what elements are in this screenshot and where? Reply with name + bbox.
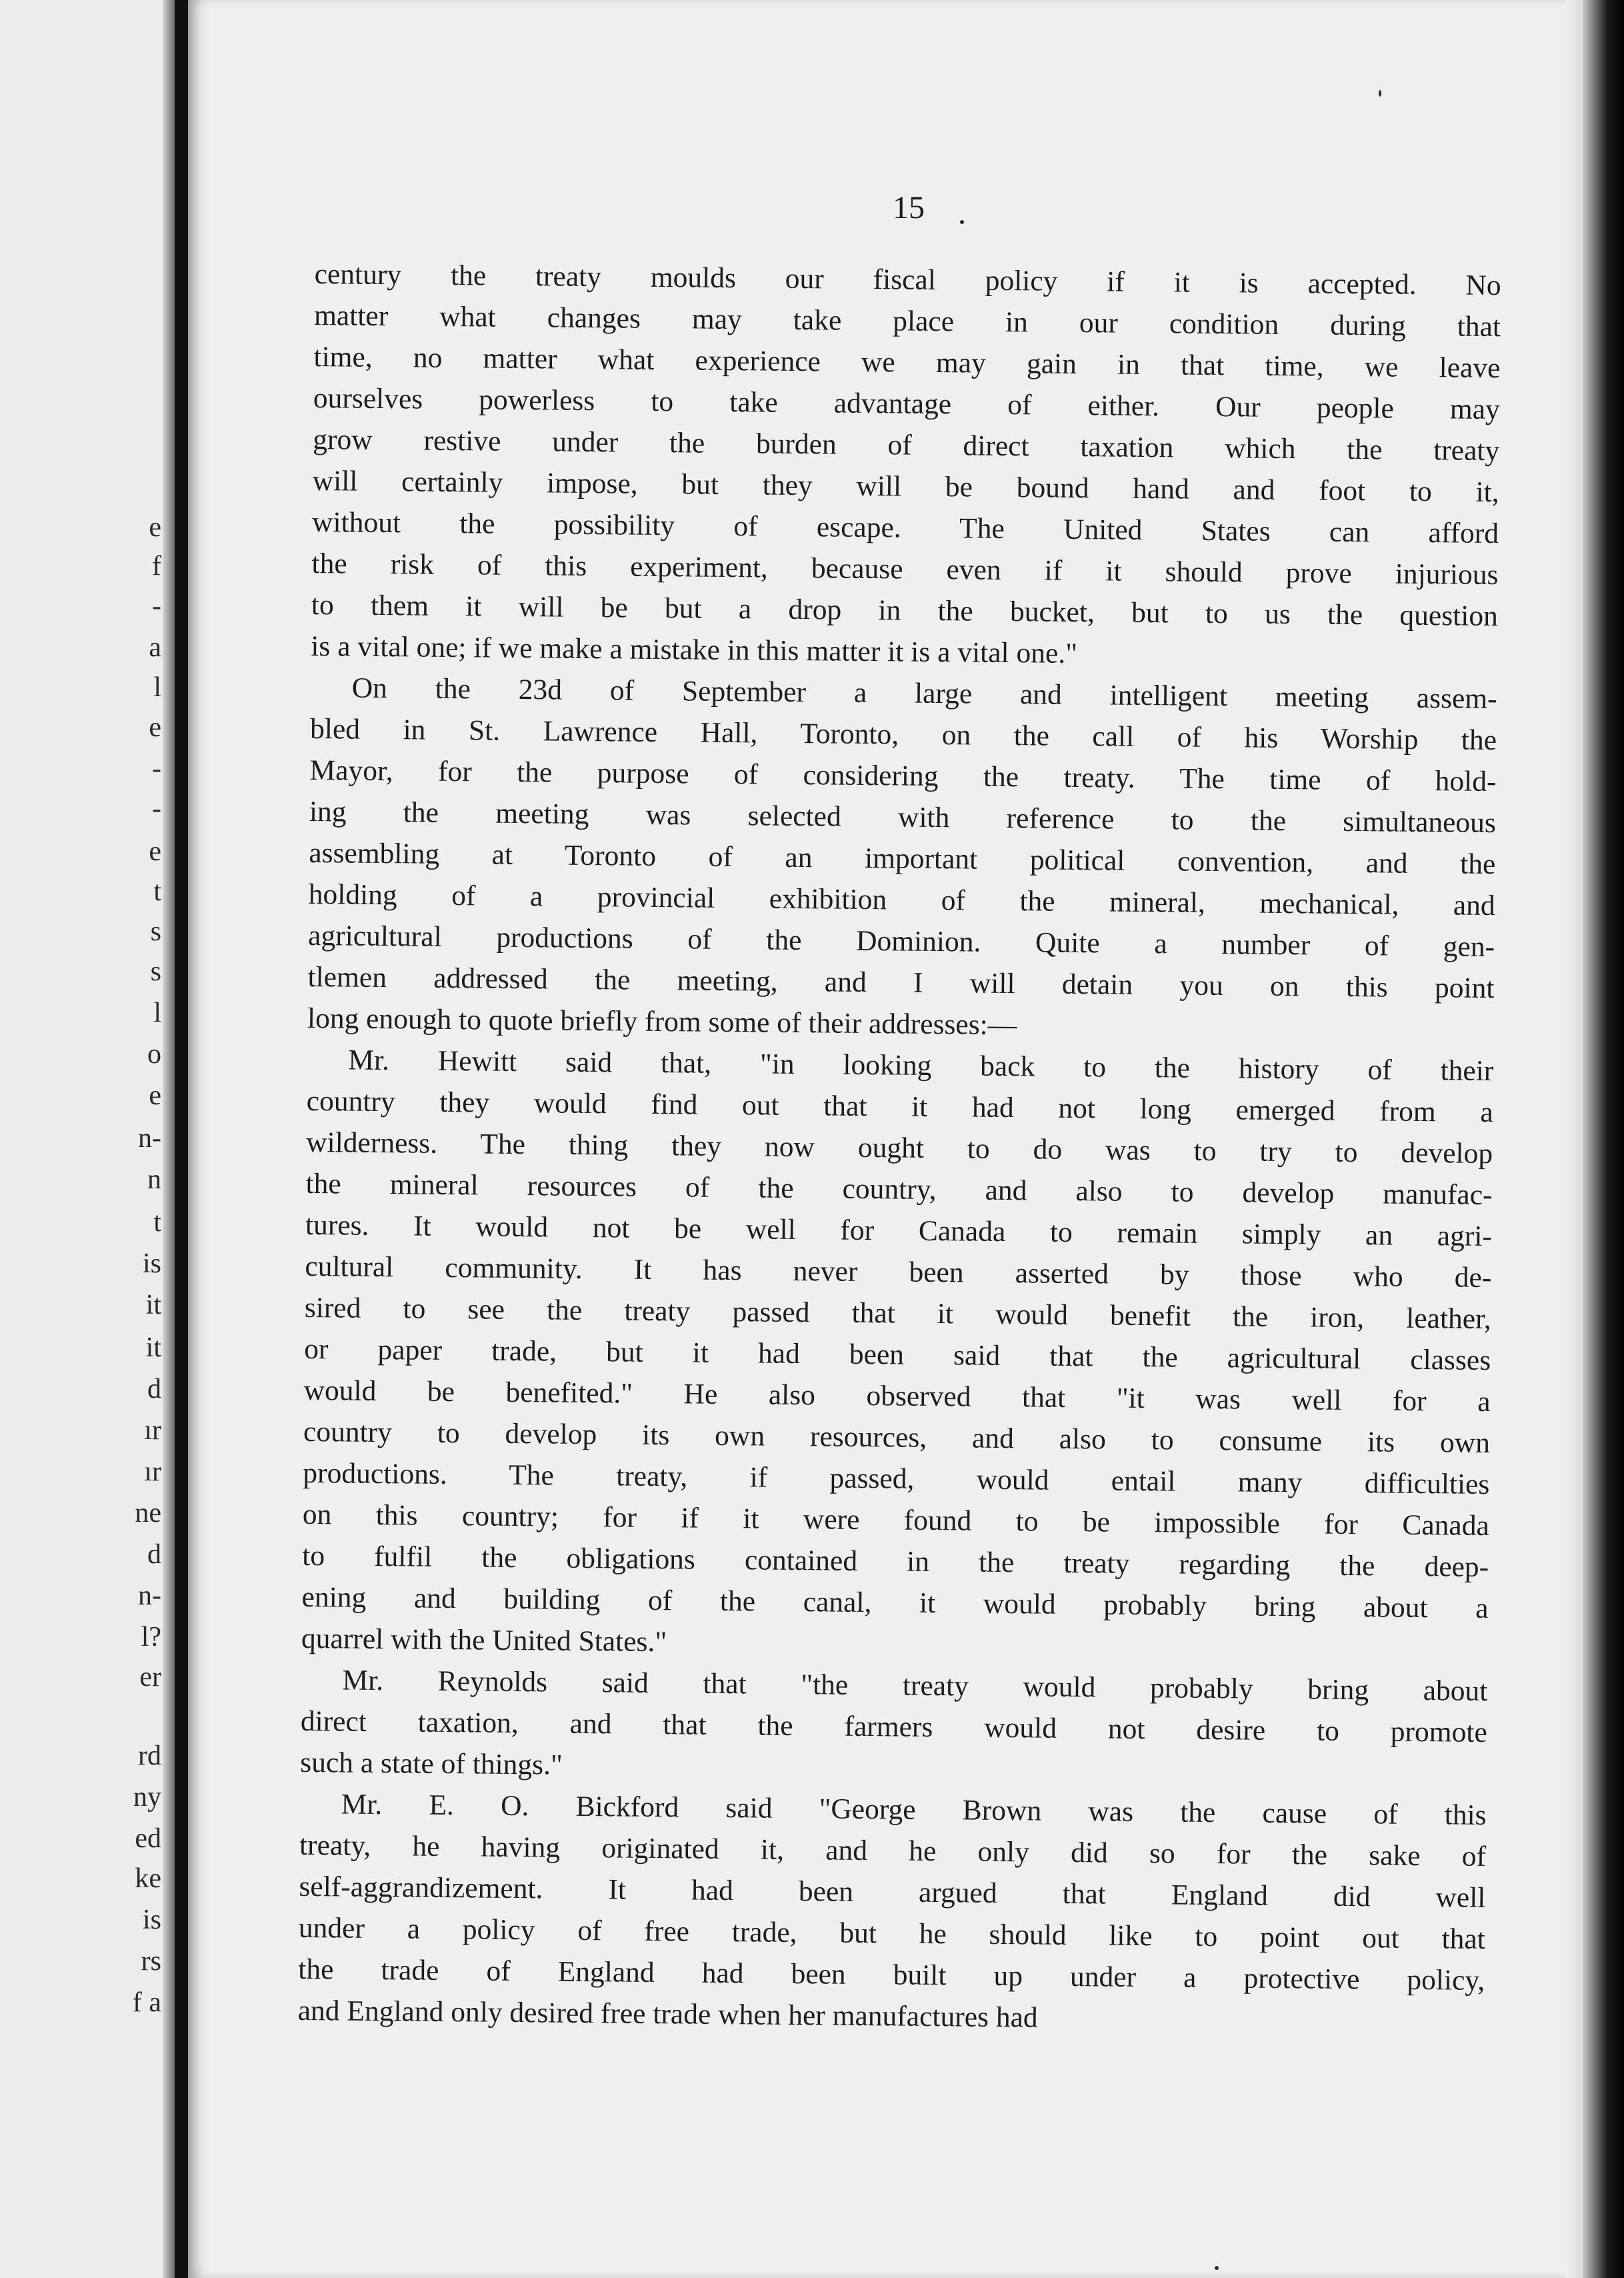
text-line: to them it will be but a drop in the bucket, but to us the question xyxy=(311,588,1499,633)
text-line: is a vital one; if we make a mistake in this matter it is a vital one." xyxy=(311,630,1078,670)
left-page-fragment: f xyxy=(152,551,161,582)
left-page-fragment: rs xyxy=(141,1946,161,1977)
text-line: matter what changes may take place in our condition during that xyxy=(313,299,1501,343)
paragraph xyxy=(297,1783,1486,2043)
left-page-text-fragments xyxy=(0,0,163,2278)
left-page-fragment: it xyxy=(145,1290,161,1320)
left-page-fragment: n- xyxy=(138,1123,161,1154)
text-line: quarrel with the United States." xyxy=(301,1622,667,1658)
left-page-fragment: ed xyxy=(135,1823,161,1854)
left-page-fragment: is xyxy=(142,1248,161,1279)
scan-speck xyxy=(1379,90,1381,97)
left-page-fragment: rd xyxy=(138,1741,161,1771)
left-page-edge xyxy=(163,0,175,2278)
text-line: the risk of this experiment, because even if it should prove injurious xyxy=(311,547,1499,592)
text-line: grow restive under the burden of direct taxation which the treaty xyxy=(313,423,1500,467)
left-page-fragment: l xyxy=(153,998,161,1028)
page-right-edge-shadow xyxy=(1583,0,1624,2278)
left-page-fragment: e xyxy=(149,712,161,743)
text-line: long enough to quote briefly from some of their addresses:— xyxy=(307,1002,1017,1042)
text-line: country to develop its own resources, and also to consume its own xyxy=(303,1415,1491,1460)
text-line: the mineral resources of the country, and also to develop manufac- xyxy=(305,1167,1493,1212)
left-page-fragment: n- xyxy=(138,1580,161,1611)
text-line: and England only desired free trade when her manufactures had xyxy=(297,1994,1038,2034)
left-page-fragment: l? xyxy=(141,1622,161,1652)
left-page-fragment: a xyxy=(149,632,161,663)
text-line: will certainly impose, but they will be bound hand and foot to it, xyxy=(312,464,1499,509)
text-line: tlemen addressed the meeting, and I will detain you on this point xyxy=(307,960,1495,1005)
text-line: or paper trade, but it had been said that the agricultural classes xyxy=(303,1332,1491,1377)
text-line: country they would find out that it had not long emerged from a xyxy=(306,1084,1493,1129)
left-page-fragment: ır xyxy=(144,1456,161,1487)
left-facing-page xyxy=(0,0,175,2278)
page-right-margin-strip xyxy=(1565,0,1583,2278)
text-line: on this country; for if it were found to be impossible for Canada xyxy=(302,1498,1489,1542)
text-line: Mr. Hewitt said that, "in looking back to the history of their xyxy=(348,1044,1494,1088)
left-page-fragment: s xyxy=(150,956,161,987)
left-page-fragment: t xyxy=(153,1207,161,1238)
text-line: agricultural productions of the Dominion. Quite a number of gen- xyxy=(307,919,1495,964)
text-line: such a state of things." xyxy=(300,1746,563,1781)
text-line: direct taxation, and that the farmers would not desire to promote xyxy=(300,1704,1488,1749)
text-line: tures. It would not be well for Canada to remain simply an agri- xyxy=(305,1208,1493,1253)
left-page-fragment: ke xyxy=(135,1863,161,1894)
left-page-fragment: d xyxy=(147,1374,161,1404)
left-page-fragment: - xyxy=(152,591,161,622)
book-gutter xyxy=(175,0,188,2278)
left-page-fragment: s xyxy=(150,916,161,947)
text-line: treaty, he having originated it, and he only did so for the sake of xyxy=(299,1829,1487,1873)
text-line: ourselves powerless to take advantage of either. Our people may xyxy=(313,381,1501,426)
left-page-fragment: it xyxy=(145,1332,161,1363)
text-line: without the possibility of escape. The United States can afford xyxy=(311,505,1499,550)
text-line: On the 23d of September a large and intelligent meeting assem- xyxy=(351,672,1497,716)
text-line: the trade of England had been built up under a protective policy, xyxy=(298,1953,1485,1997)
scan-speck xyxy=(960,220,964,224)
text-line: productions. The treaty, if passed, would entail many difficulties xyxy=(303,1456,1490,1501)
paragraph xyxy=(301,1039,1494,1670)
left-page-fragment: is xyxy=(142,1905,161,1935)
left-page-fragment: n xyxy=(147,1164,161,1195)
text-line: Mayor, for the purpose of considering the treaty. The time of hold- xyxy=(309,754,1497,798)
left-page-fragment: o xyxy=(147,1039,161,1070)
left-page-fragment: er xyxy=(139,1662,161,1692)
book-page xyxy=(188,0,1583,2278)
text-line: time, no matter what experience we may gain in that time, we leave xyxy=(313,340,1501,385)
text-line: self-aggrandizement. It had been argued that England did well xyxy=(299,1870,1486,1914)
text-line: sired to see the treaty passed that it would benefit the iron, leather, xyxy=(304,1291,1491,1336)
text-line: Mr. Reynolds said that "the treaty would probably bring about xyxy=(342,1664,1488,1707)
text-line: century the treaty moulds our fiscal policy if it is accepted. No xyxy=(314,257,1501,302)
page-body-text xyxy=(297,253,1501,2043)
text-line: to fulfil the obligations contained in the treaty regarding the deep- xyxy=(302,1539,1489,1583)
text-line: wilderness. The thing they now ought to do was to try to develop xyxy=(305,1126,1493,1170)
text-line: under a policy of free trade, but he should like to point out that xyxy=(298,1911,1486,1955)
text-line: ing the meeting was selected with reference to the simultaneous xyxy=(309,795,1497,840)
left-page-fragment: e xyxy=(149,1080,161,1111)
page-number: 15 xyxy=(893,190,925,225)
left-page-fragment: l xyxy=(153,672,161,703)
text-line: cultural community. It has never been asserted by those who de- xyxy=(305,1250,1492,1294)
left-page-fragment: ne xyxy=(135,1498,161,1528)
left-page-fragment: ny xyxy=(133,1782,161,1813)
left-page-fragment: - xyxy=(152,794,161,824)
text-line: assembling at Toronto of an important political convention, and the xyxy=(309,836,1496,881)
left-page-fragment: e xyxy=(149,512,161,543)
left-page-fragment: t xyxy=(153,876,161,907)
paragraph xyxy=(311,253,1501,678)
text-line: holding of a provincial exhibition of the mineral, mechanical, and xyxy=(308,878,1495,922)
left-page-fragment: ır xyxy=(144,1415,161,1446)
left-page-fragment: f a xyxy=(132,1987,161,2018)
text-line: ening and building of the canal, it would probably bring about a xyxy=(301,1580,1489,1624)
left-page-fragment: d xyxy=(147,1539,161,1570)
text-line: Mr. E. O. Bickford said "George Brown was the cause of this xyxy=(341,1788,1487,1831)
scan-speck xyxy=(1215,2266,1219,2270)
text-line: would be benefited." He also observed that "it was well for a xyxy=(303,1374,1491,1418)
paragraph xyxy=(300,1659,1488,1795)
text-line: bled in St. Lawrence Hall, Toronto, on the call of his Worship the xyxy=(309,712,1497,757)
left-page-fragment: - xyxy=(152,754,161,784)
left-page-fragment: e xyxy=(149,836,161,867)
paragraph xyxy=(307,667,1497,1050)
